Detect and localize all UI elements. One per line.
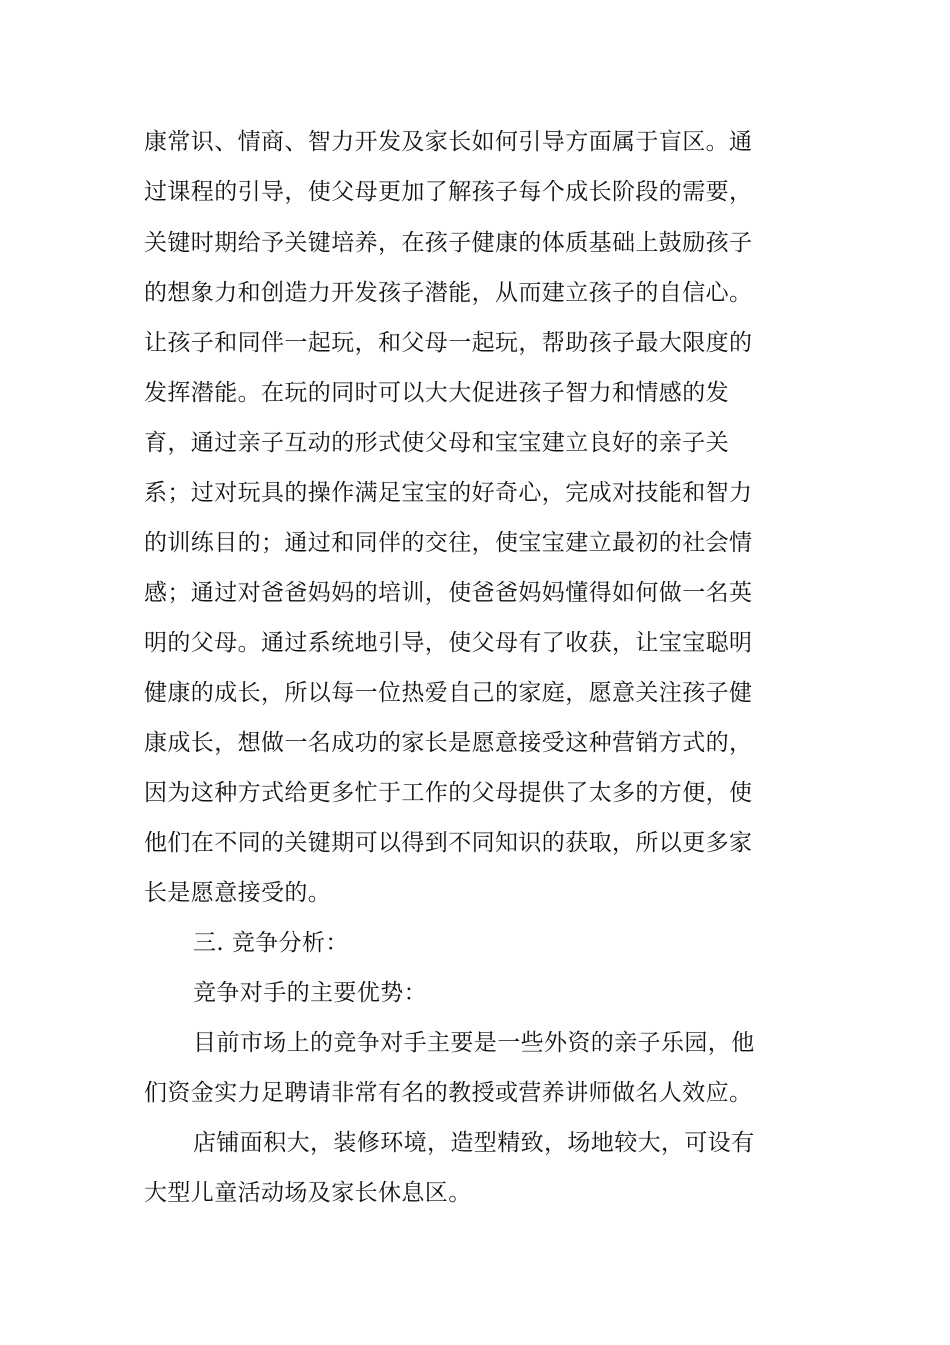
subsection-heading: 竞争对手的主要优势：: [193, 980, 427, 1006]
body-text-line: 的训练目的；通过和同伴的交往，使宝宝建立最初的社会情: [144, 530, 753, 556]
body-text-line: 明的父母。通过系统地引导，使父母有了收获，让宝宝聪明: [144, 630, 753, 656]
body-text-line: 们资金实力足聘请非常有名的教授或营养讲师做名人效应。: [144, 1080, 753, 1106]
body-text-line: 感；通过对爸爸妈妈的培训，使爸爸妈妈懂得如何做一名英: [144, 580, 753, 606]
body-text-line: 让孩子和同伴一起玩，和父母一起玩，帮助孩子最大限度的: [144, 330, 753, 356]
body-text-line: 他们在不同的关键期可以得到不同知识的获取，所以更多家: [144, 830, 753, 856]
body-text-line: 系；过对玩具的操作满足宝宝的好奇心，完成对技能和智力: [144, 480, 753, 506]
body-text-line: 康常识、情商、智力开发及家长如何引导方面属于盲区。通: [144, 129, 753, 155]
body-text-line: 过课程的引导，使父母更加了解孩子每个成长阶段的需要，: [144, 179, 753, 205]
body-text-line: 发挥潜能。在玩的同时可以大大促进孩子智力和情感的发: [144, 380, 729, 406]
body-text-line: 因为这种方式给更多忙于工作的父母提供了太多的方便，使: [144, 780, 753, 806]
body-text-line: 长是愿意接受的。: [144, 880, 332, 906]
body-text-line: 康成长，想做一名成功的家长是愿意接受这种营销方式的，: [144, 730, 753, 756]
body-text-line: 的想象力和创造力开发孩子潜能，从而建立孩子的自信心。: [144, 280, 753, 306]
section-heading: 三. 竞争分析：: [193, 930, 349, 956]
body-text-line: 关键时期给予关键培养，在孩子健康的体质基础上鼓励孩子: [144, 230, 753, 256]
paragraph-first-line: 店铺面积大，装修环境，造型精致，场地较大，可设有: [193, 1130, 755, 1156]
body-text-line: 健康的成长，所以每一位热爱自己的家庭，愿意关注孩子健: [144, 680, 753, 706]
body-text-line: 育，通过亲子互动的形式使父母和宝宝建立良好的亲子关: [144, 430, 729, 456]
body-text-line: 大型儿童活动场及家长休息区。: [144, 1180, 472, 1206]
paragraph-first-line: 目前市场上的竞争对手主要是一些外资的亲子乐园，他: [193, 1030, 755, 1056]
